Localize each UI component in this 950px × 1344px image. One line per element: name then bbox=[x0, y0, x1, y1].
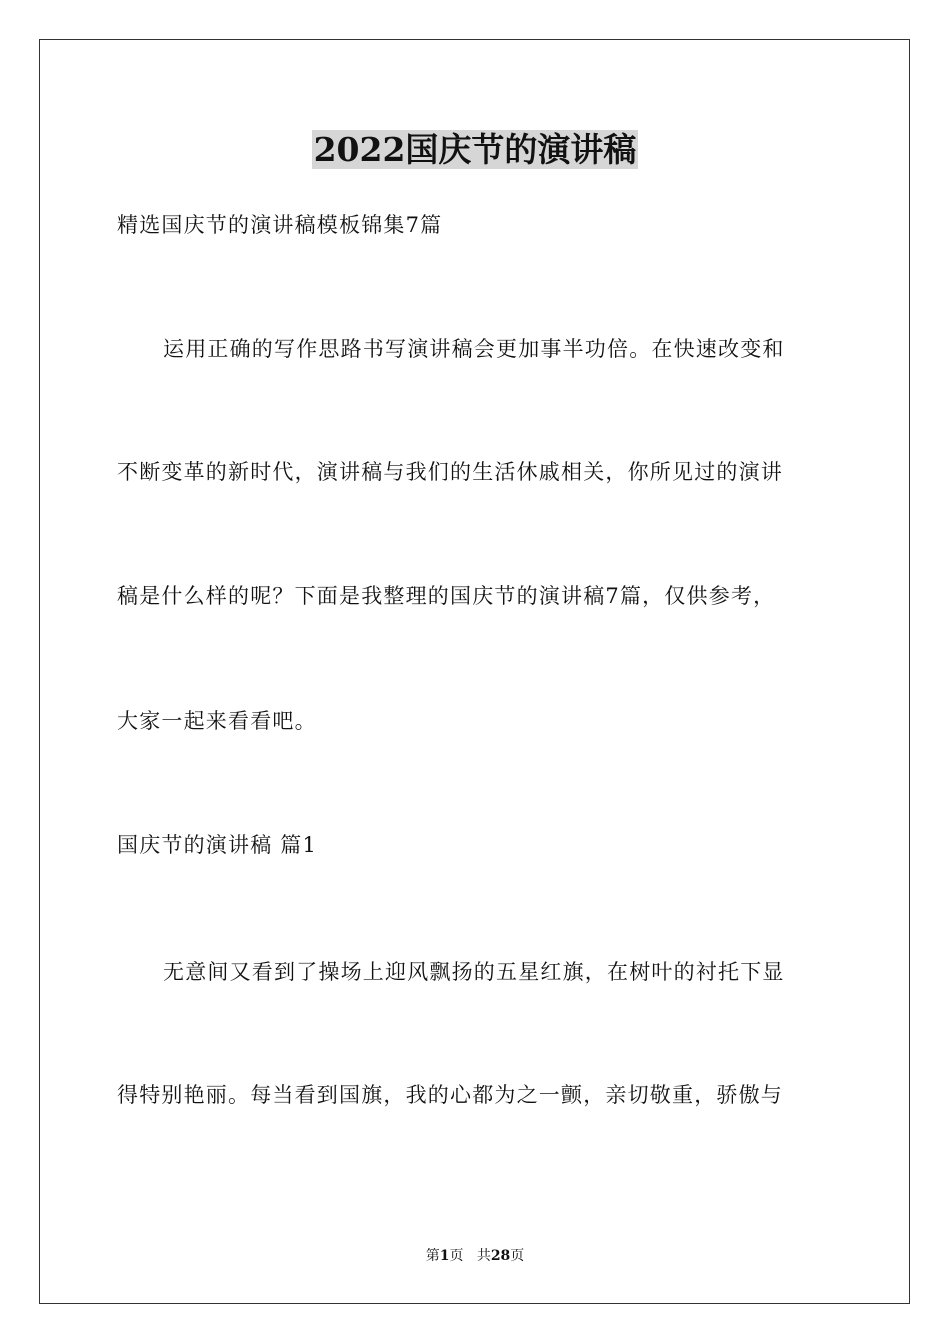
document-title-text: 2022国庆节的演讲稿 bbox=[313, 130, 637, 169]
footer-total-suffix: 页 bbox=[510, 1248, 525, 1264]
footer-page-suffix: 页 bbox=[449, 1248, 464, 1264]
body-line-1: 无意间又看到了操场上迎风飘扬的五星红旗，在树叶的衬托下显 bbox=[163, 960, 785, 984]
document-title bbox=[0, 128, 950, 172]
footer-total-pages: 28 bbox=[490, 1248, 511, 1264]
intro-line-1: 运用正确的写作思路书写演讲稿会更加事半功倍。在快速改变和 bbox=[163, 337, 785, 361]
section-heading: 国庆节的演讲稿 篇1 bbox=[117, 833, 318, 857]
intro-line-3: 稿是什么样的呢？下面是我整理的国庆节的演讲稿7篇，仅供参考， bbox=[117, 584, 776, 608]
document-subtitle: 精选国庆节的演讲稿模板锦集7篇 bbox=[117, 213, 443, 237]
body-line-2: 得特别艳丽。每当看到国旗，我的心都为之一颤，亲切敬重，骄傲与 bbox=[117, 1083, 783, 1107]
intro-line-4: 大家一起来看看吧。 bbox=[117, 709, 317, 733]
footer-total-prefix: 共 bbox=[476, 1248, 491, 1264]
intro-line-2: 不断变革的新时代，演讲稿与我们的生活休戚相关，你所见过的演讲 bbox=[117, 460, 783, 484]
footer-prefix: 第 bbox=[425, 1248, 440, 1264]
page-footer bbox=[0, 1246, 950, 1266]
footer-page-number: 1 bbox=[439, 1248, 450, 1264]
